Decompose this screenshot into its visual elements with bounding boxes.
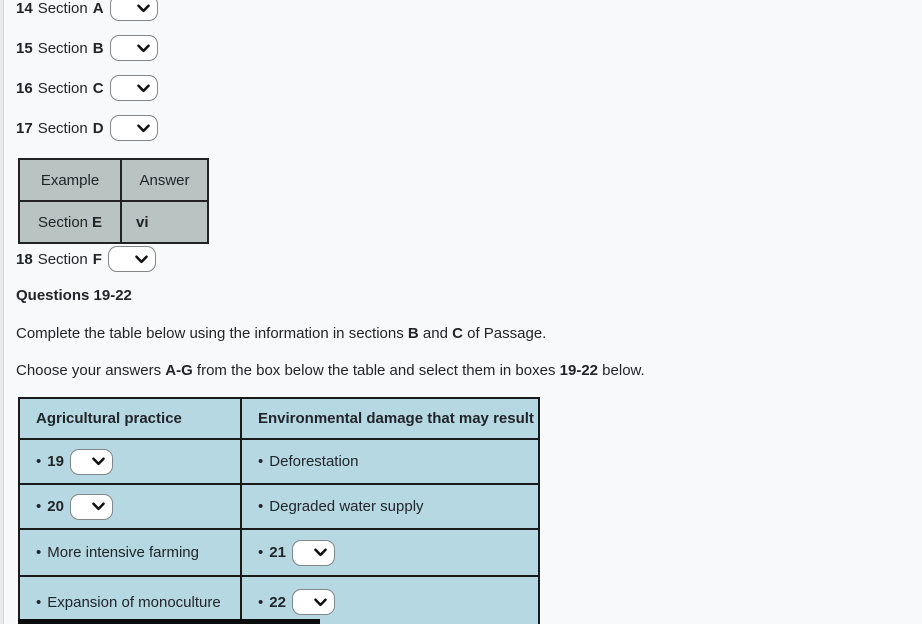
chevron-down-icon bbox=[135, 255, 148, 264]
answer-select-17[interactable] bbox=[110, 115, 158, 141]
instruction-complete bbox=[16, 325, 546, 342]
answer-select-14[interactable] bbox=[110, 0, 158, 21]
cell-question-19 bbox=[20, 440, 242, 483]
cell-question-21 bbox=[242, 530, 538, 575]
answer-select-19[interactable] bbox=[70, 449, 113, 475]
table-row bbox=[20, 575, 538, 624]
next-table-top-edge bbox=[18, 619, 320, 624]
section-label: Section bbox=[37, 250, 88, 268]
cell-text: Deforestation bbox=[269, 453, 359, 470]
section-letter: D bbox=[92, 119, 104, 137]
bullet: • bbox=[258, 593, 264, 611]
instruction-text: of Passage. bbox=[462, 325, 547, 342]
question-item-18 bbox=[16, 246, 156, 272]
question-number: 19 bbox=[47, 453, 64, 470]
question-item-16 bbox=[16, 75, 158, 101]
cell-practice-monoculture bbox=[20, 577, 242, 624]
chevron-down-icon bbox=[137, 4, 150, 13]
question-number: 17 bbox=[16, 119, 33, 137]
bullet: • bbox=[36, 498, 42, 515]
answer-select-20[interactable] bbox=[70, 494, 113, 520]
question-number: 16 bbox=[16, 79, 33, 97]
section-letter: A bbox=[92, 0, 104, 17]
chevron-down-icon bbox=[137, 84, 150, 93]
table-header-row bbox=[20, 399, 538, 438]
example-row-label bbox=[20, 202, 120, 242]
example-table bbox=[18, 158, 209, 244]
chevron-down-icon bbox=[314, 598, 327, 607]
bullet: • bbox=[258, 544, 264, 561]
question-number: 14 bbox=[16, 0, 33, 17]
section-letter: B bbox=[92, 39, 104, 57]
instruction-bold: C bbox=[452, 325, 463, 342]
example-header-cell: Example bbox=[40, 171, 100, 189]
chevron-down-icon bbox=[314, 548, 327, 557]
matching-table bbox=[18, 397, 540, 624]
question-number: 15 bbox=[16, 39, 33, 57]
question-number: 22 bbox=[269, 593, 286, 611]
chevron-down-icon bbox=[92, 457, 105, 466]
section-label: Section bbox=[37, 119, 88, 137]
answer-header-cell: Answer bbox=[120, 160, 207, 200]
table-row bbox=[20, 528, 538, 575]
bullet: • bbox=[36, 544, 42, 561]
bullet: • bbox=[258, 453, 264, 470]
cell-question-20 bbox=[20, 485, 242, 528]
instruction-text: from the box below the table and select them in boxes bbox=[192, 362, 560, 379]
instruction-text: below. bbox=[598, 362, 645, 379]
table-row bbox=[20, 438, 538, 483]
answer-select-18[interactable] bbox=[108, 246, 156, 272]
cell-text: More intensive farming bbox=[47, 544, 199, 561]
instruction-bold: A-G bbox=[165, 362, 193, 379]
cell-damage-deforestation bbox=[242, 440, 538, 483]
section-letter: F bbox=[92, 250, 102, 268]
questions-heading: Questions 19-22 bbox=[16, 287, 132, 304]
page-left-edge bbox=[0, 0, 4, 624]
bullet: • bbox=[258, 498, 264, 515]
answer-select-21[interactable] bbox=[292, 540, 335, 566]
answer-select-16[interactable] bbox=[110, 75, 158, 101]
question-number: 20 bbox=[47, 498, 64, 515]
instruction-bold: B bbox=[407, 325, 419, 342]
question-number: 18 bbox=[16, 250, 33, 268]
table-row bbox=[20, 483, 538, 528]
instruction-bold: 19-22 bbox=[559, 362, 599, 379]
chevron-down-icon bbox=[137, 44, 150, 53]
question-item-15 bbox=[16, 35, 158, 61]
instruction-text: Choose your answers bbox=[16, 362, 166, 379]
section-letter: C bbox=[92, 79, 104, 97]
chevron-down-icon bbox=[137, 124, 150, 133]
column-header-agricultural-practice: Agricultural practice bbox=[20, 399, 242, 438]
instruction-choose bbox=[16, 362, 645, 379]
chevron-down-icon bbox=[92, 502, 105, 511]
bullet: • bbox=[36, 453, 42, 470]
instruction-text: Complete the table below using the information in sections bbox=[16, 325, 408, 342]
example-section-word: Section bbox=[37, 213, 89, 231]
question-item-17 bbox=[16, 115, 158, 141]
section-label: Section bbox=[37, 39, 88, 57]
cell-practice-intensive-farming bbox=[20, 530, 242, 575]
example-section-letter: E bbox=[92, 213, 103, 231]
example-row-answer: vi bbox=[120, 202, 205, 242]
question-number: 21 bbox=[269, 544, 286, 561]
question-item-14 bbox=[16, 0, 158, 21]
column-header-environmental-damage: Environmental damage that may result bbox=[258, 410, 534, 427]
bullet: • bbox=[36, 593, 42, 611]
cell-question-22 bbox=[242, 577, 538, 624]
instruction-text: and bbox=[418, 325, 453, 342]
answer-select-15[interactable] bbox=[110, 35, 158, 61]
example-table-header-row bbox=[20, 160, 207, 200]
cell-damage-degraded-water bbox=[242, 485, 538, 528]
section-label: Section bbox=[37, 79, 88, 97]
section-label: Section bbox=[37, 0, 88, 17]
example-table-data-row bbox=[20, 200, 207, 242]
cell-text: Expansion of monoculture bbox=[47, 593, 221, 611]
answer-select-22[interactable] bbox=[292, 589, 335, 615]
cell-text: Degraded water supply bbox=[269, 498, 424, 515]
